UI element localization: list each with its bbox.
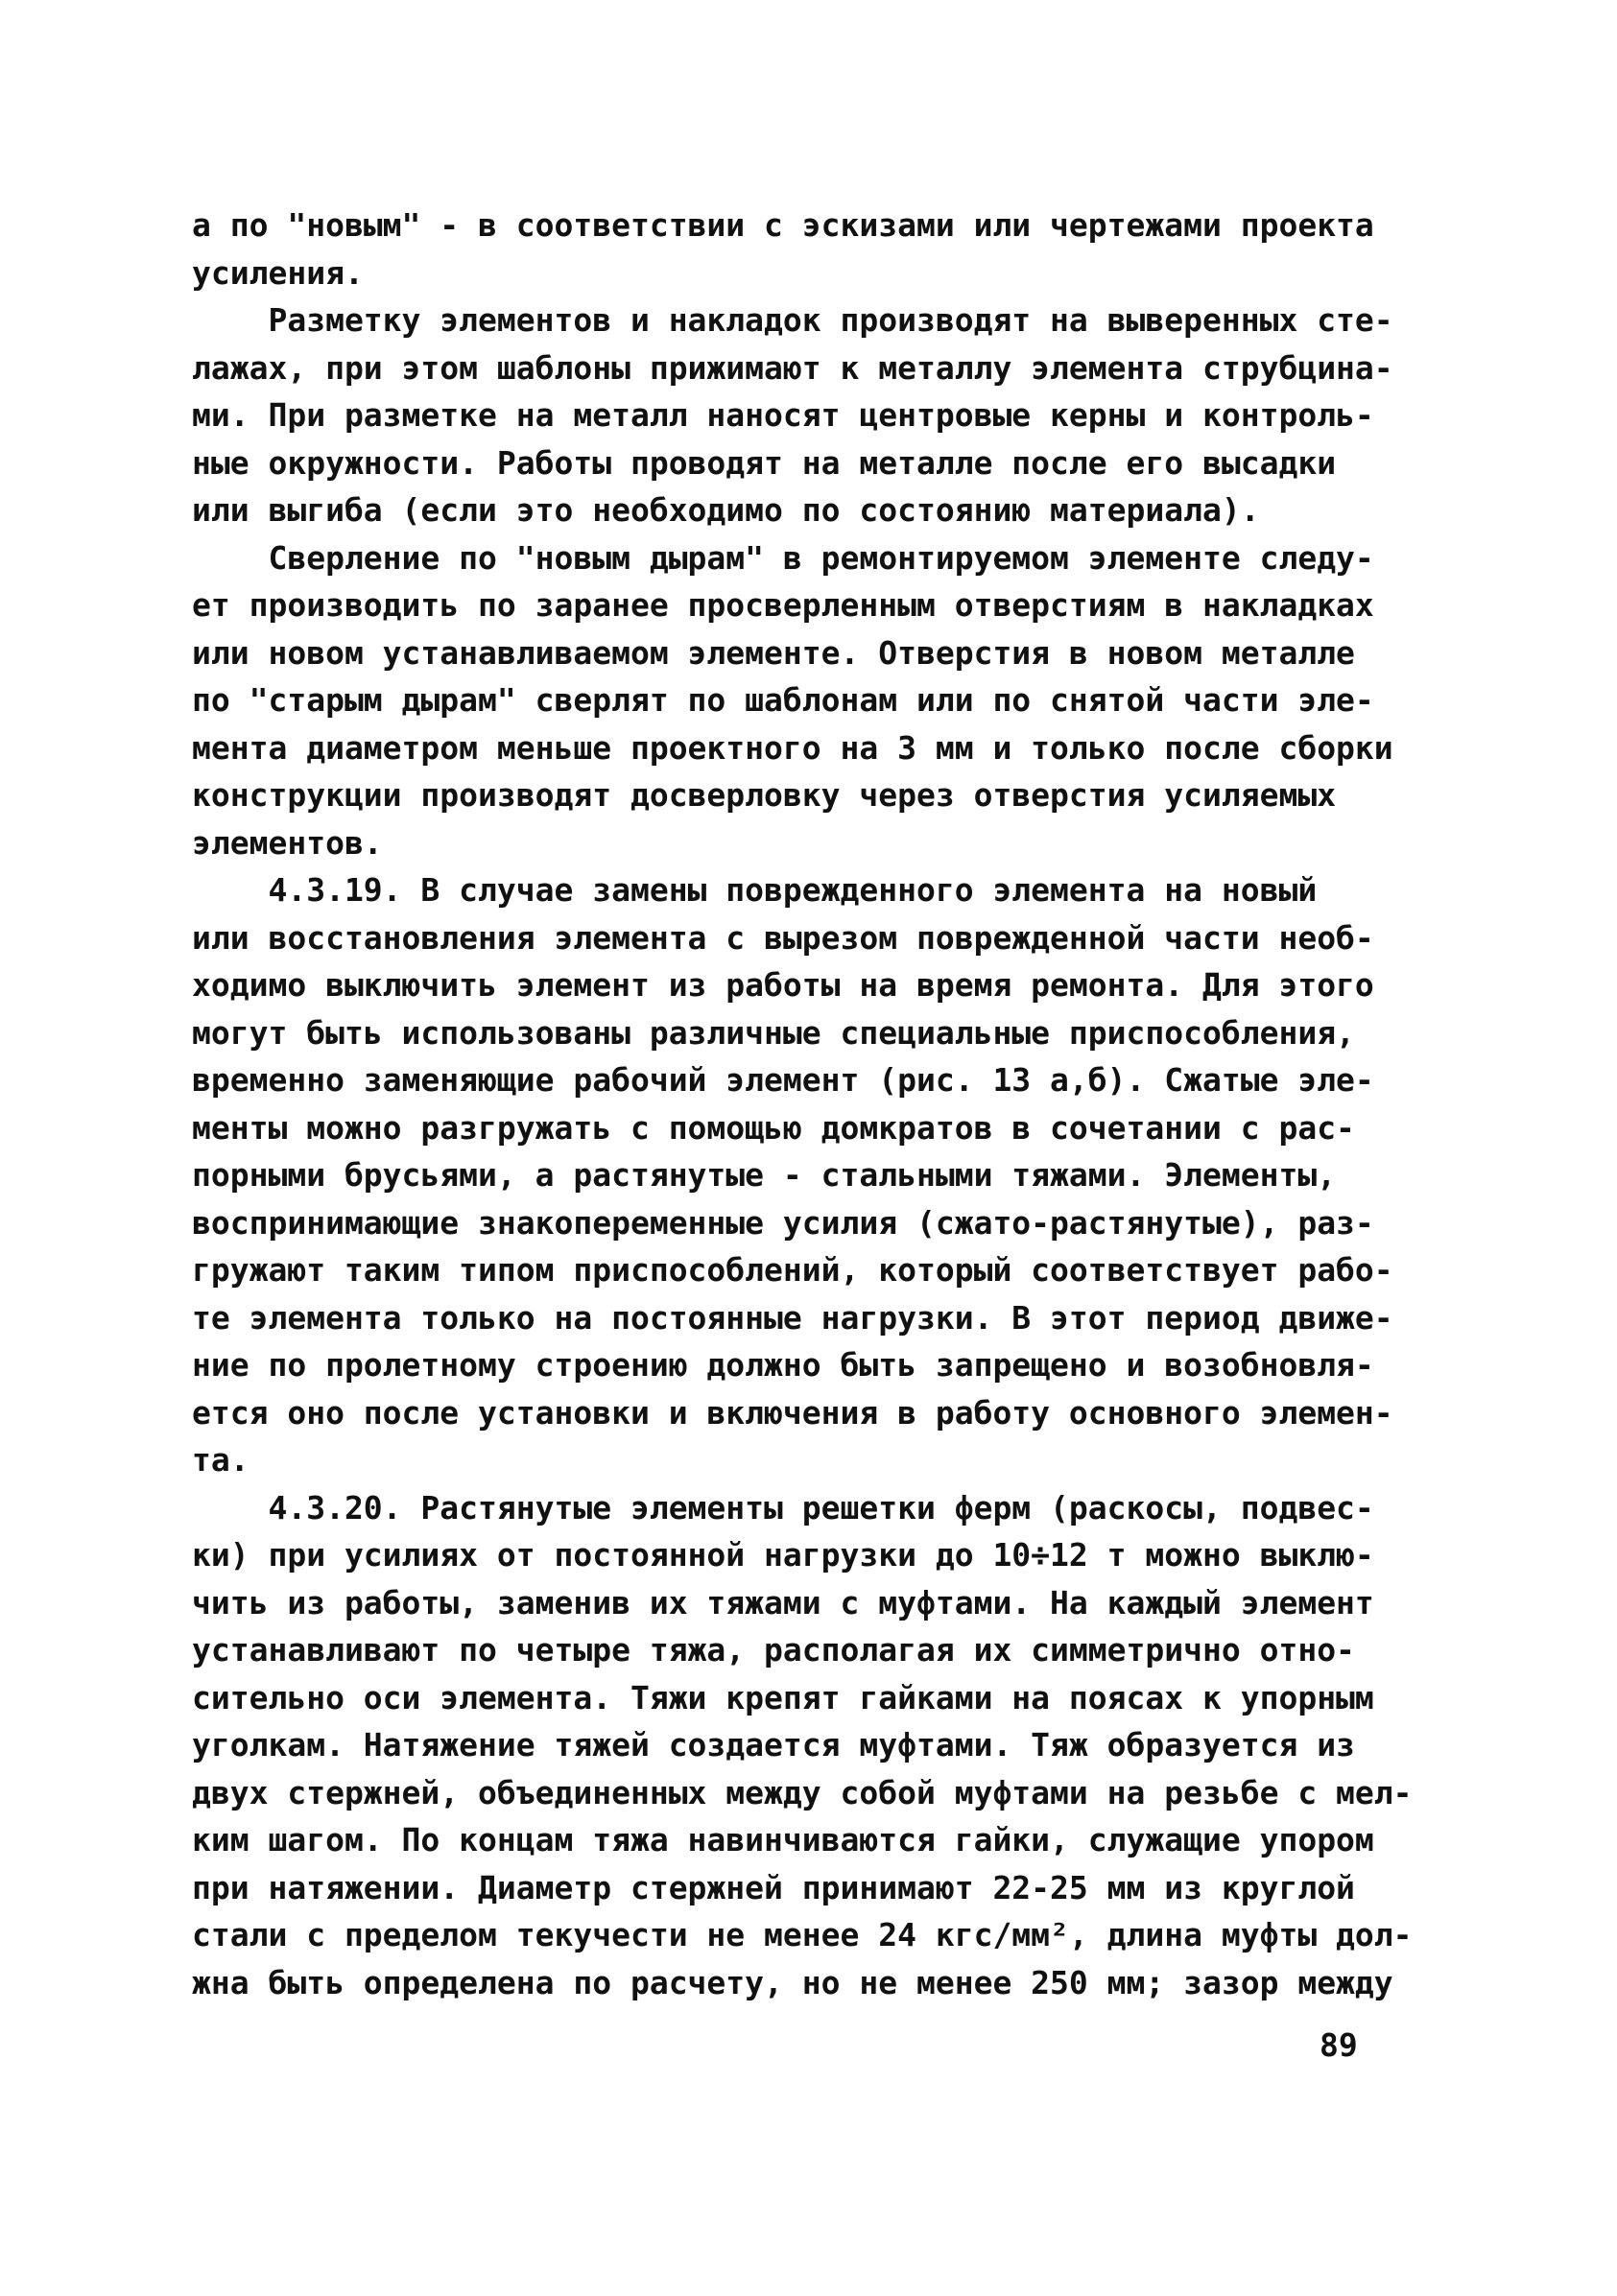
- text-line: ет производить по заранее просверленным отверстиям в накладках: [192, 586, 1374, 624]
- text-line: могут быть использованы различные специальные приспособления,: [192, 1013, 1355, 1052]
- text-line: или выгиба (если это необходимо по состоянию материала).: [192, 491, 1260, 529]
- text-line: ми. При разметке на металл наносят центровые керны и контроль-: [192, 396, 1374, 434]
- text-line: Сверление по "новым дырам" в ремонтируемом элементе следу-: [192, 538, 1374, 577]
- text-line: усиления.: [192, 253, 364, 292]
- text-line: ется оно после установки и включения в работу основного элемен-: [192, 1393, 1393, 1432]
- text-line: элементов.: [192, 823, 383, 862]
- text-line: гружают таким типом приспособлений, который соответствует рабо-: [192, 1251, 1393, 1289]
- text-line: воспринимающие знакопеременные усилия (сжато-растянутые), раз-: [192, 1203, 1374, 1242]
- text-line: чить из работы, заменив их тяжами с муфтами. На каждый элемент: [192, 1583, 1374, 1621]
- text-line: по "старым дырам" сверлят по шаблонам или по снятой части эле-: [192, 681, 1374, 719]
- text-line: устанавливают по четыре тяжа, располагая их симметрично отно-: [192, 1631, 1355, 1669]
- text-line: та.: [192, 1441, 250, 1479]
- text-line: те элемента только на постоянные нагрузки. В этот период движе-: [192, 1298, 1393, 1337]
- text-line: сительно оси элемента. Тяжи крепят гайками на поясах к упорным: [192, 1678, 1374, 1716]
- text-line: конструкции производят досверловку через отверстия усиляемых: [192, 776, 1337, 814]
- text-line: жна быть определена по расчету, но не менее 250 мм; зазор между: [192, 1963, 1393, 2001]
- text-line: 4.3.19. В случае замены поврежденного элемента на новый: [192, 871, 1318, 909]
- body-text: [192, 201, 1439, 2006]
- text-line: менты можно разгружать с помощью домкратов в сочетании с рас-: [192, 1108, 1355, 1147]
- text-line: при натяжении. Диаметр стержней принимают 22-25 мм из круглой: [192, 1868, 1355, 1906]
- text-line: 4.3.20. Растянутые элементы решетки ферм (раскосы, подвес-: [192, 1488, 1374, 1527]
- page-number: 89: [1320, 2026, 1358, 2064]
- text-line: двух стержней, объединенных между собой муфтами на резьбе с мел-: [192, 1773, 1413, 1811]
- text-line: или восстановления элемента с вырезом поврежденной части необ-: [192, 918, 1374, 957]
- text-line: ки) при усилиях от постоянной нагрузки до 10÷12 т можно выклю-: [192, 1536, 1374, 1574]
- text-line: ким шагом. По концам тяжа навинчиваются гайки, служащие упором: [192, 1821, 1374, 1858]
- text-line: ные окружности. Работы проводят на металле после его высадки: [192, 443, 1337, 482]
- text-line: ходимо выключить элемент из работы на время ремонта. Для этого: [192, 966, 1374, 1004]
- text-line: стали с пределом текучести не менее 24 кгс/мм², длина муфты дол-: [192, 1916, 1413, 1953]
- text-line: ние по пролетному строению должно быть запрещено и возобновля-: [192, 1346, 1374, 1384]
- text-line: порными брусьями, а растянутые - стальными тяжами. Элементы,: [192, 1156, 1337, 1194]
- text-line: или новом устанавливаемом элементе. Отверстия в новом металле: [192, 633, 1355, 672]
- text-line: Разметку элементов и накладок производят на выверенных сте-: [192, 301, 1393, 339]
- text-line: временно заменяющие рабочий элемент (рис. 13 а,б). Сжатые эле-: [192, 1061, 1374, 1099]
- text-line: уголкам. Натяжение тяжей создается муфтами. Тяж образуется из: [192, 1726, 1355, 1763]
- text-line: а по "новым" - в соответствии с эскизами или чертежами проекта: [192, 206, 1374, 244]
- text-line: лажах, при этом шаблоны прижимают к металлу элемента струбцина-: [192, 348, 1393, 387]
- text-line: мента диаметром меньше проектного на 3 мм и только после сборки: [192, 728, 1393, 767]
